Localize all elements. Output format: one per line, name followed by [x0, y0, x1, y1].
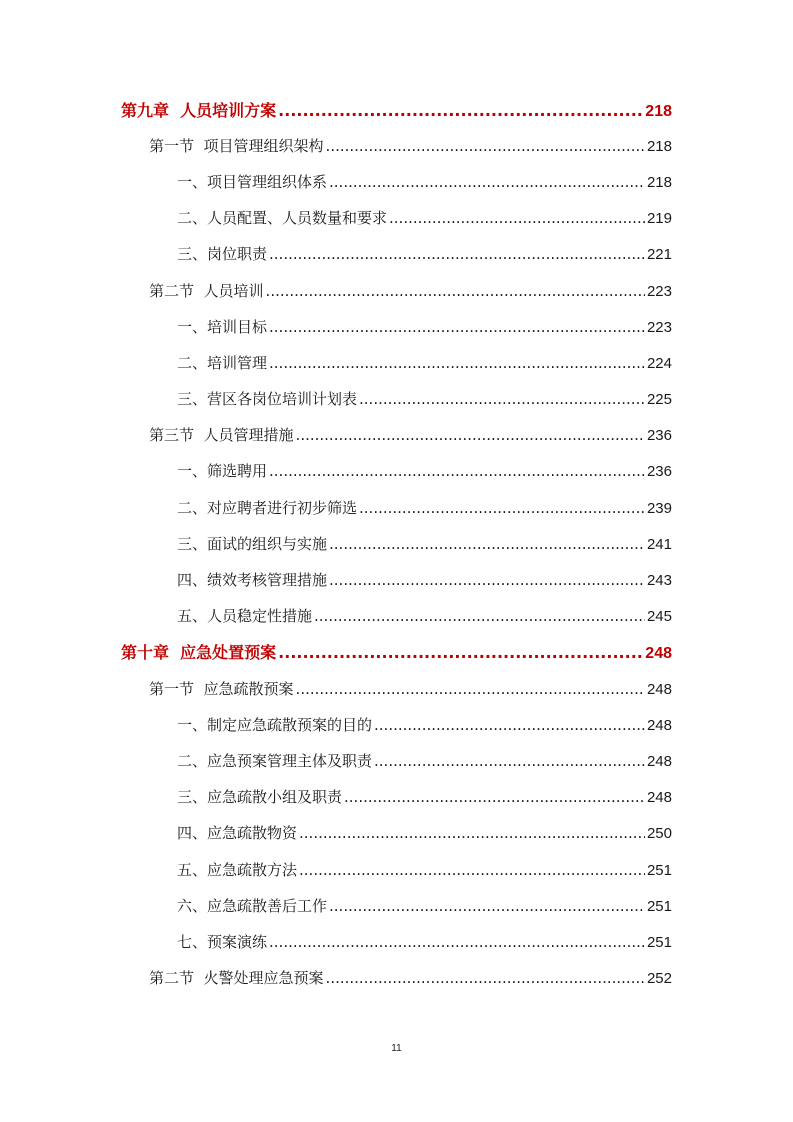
toc-entry-page: 221 — [646, 246, 672, 264]
toc-row — [0, 163, 793, 199]
toc-entry-page: 218 — [646, 173, 672, 191]
toc-subsection-entry[interactable] — [177, 316, 672, 337]
toc-row — [0, 923, 793, 959]
toc-entry-page: 248 — [646, 752, 672, 770]
toc-subsection-entry[interactable] — [177, 714, 672, 735]
toc-subsection-entry[interactable] — [177, 497, 672, 518]
toc-entry-label: 四、绩效考核管理措施 — [177, 571, 328, 590]
toc-leader-dots — [374, 716, 645, 734]
toc-row — [0, 742, 793, 778]
toc-entry-page: 245 — [646, 608, 672, 626]
toc-entry-page: 224 — [646, 354, 672, 372]
toc-entry-label: 第十章 应急处置预案 — [121, 643, 277, 663]
toc-entry-label: 五、应急疏散方法 — [177, 860, 298, 879]
toc-row — [0, 851, 793, 887]
toc-entry-page: 241 — [646, 535, 672, 553]
toc-leader-dots — [359, 499, 645, 517]
toc-entry-label: 二、培训管理 — [177, 353, 268, 372]
toc-entry-page: 243 — [646, 572, 672, 590]
toc-entry-label: 一、制定应急疏散预案的目的 — [177, 715, 373, 734]
toc-entry-page: 239 — [646, 499, 672, 517]
toc-leader-dots — [326, 969, 645, 987]
toc-row — [0, 417, 793, 453]
toc-leader-dots — [269, 318, 645, 336]
toc-row — [0, 634, 793, 670]
toc-chapter-entry[interactable] — [121, 98, 672, 121]
toc-section-entry[interactable] — [149, 280, 672, 301]
toc-leader-dots — [299, 861, 645, 879]
toc-entry-page: 218 — [645, 102, 672, 120]
toc-section-entry[interactable] — [149, 678, 672, 699]
toc-entry-label: 第二节 火警处理应急预案 — [149, 969, 324, 988]
toc-entry-label: 二、对应聘者进行初步筛选 — [177, 498, 358, 517]
toc-entry-label: 第九章 人员培训方案 — [121, 100, 277, 120]
toc-leader-dots — [278, 101, 643, 120]
toc-leader-dots — [299, 824, 645, 842]
toc-entry-label: 三、营区各岗位培训计划表 — [177, 390, 358, 409]
toc-entry-page: 219 — [646, 210, 672, 228]
toc-subsection-entry[interactable] — [177, 931, 672, 952]
toc-row — [0, 236, 793, 272]
toc-leader-dots — [269, 933, 645, 951]
toc-entry-page: 248 — [646, 789, 672, 807]
toc-entry-label: 三、应急疏散小组及职责 — [177, 788, 343, 807]
toc-subsection-entry[interactable] — [177, 859, 672, 880]
toc-entry-label: 四、应急疏散物资 — [177, 824, 298, 843]
toc-subsection-entry[interactable] — [177, 750, 672, 771]
toc-row — [0, 272, 793, 308]
toc-row — [0, 308, 793, 344]
toc-row — [0, 200, 793, 236]
toc-leader-dots — [374, 752, 645, 770]
toc-entry-label: 一、培训目标 — [177, 317, 268, 336]
toc-subsection-entry[interactable] — [177, 786, 672, 807]
toc-section-entry[interactable] — [149, 135, 672, 156]
toc-entry-label: 三、岗位职责 — [177, 245, 268, 264]
toc-row — [0, 779, 793, 815]
toc-entry-label: 第一节 项目管理组织架构 — [149, 136, 324, 155]
toc-row — [0, 91, 793, 127]
toc-leader-dots — [278, 643, 643, 662]
toc-entry-label: 一、筛选聘用 — [177, 462, 268, 481]
toc-subsection-entry[interactable] — [177, 207, 672, 228]
toc-leader-dots — [329, 535, 645, 553]
toc-row — [0, 887, 793, 923]
toc-entry-label: 五、人员稳定性措施 — [177, 607, 313, 626]
toc-row — [0, 598, 793, 634]
toc-leader-dots — [296, 426, 645, 444]
toc-leader-dots — [269, 354, 645, 372]
toc-entry-label: 第二节 人员培训 — [149, 281, 264, 300]
toc-leader-dots — [314, 607, 645, 625]
toc-leader-dots — [296, 680, 645, 698]
toc-section-entry[interactable] — [149, 967, 672, 988]
toc-row — [0, 815, 793, 851]
toc-leader-dots — [329, 571, 645, 589]
toc-leader-dots — [326, 137, 645, 155]
toc-entry-page: 218 — [646, 137, 672, 155]
toc-entry-page: 248 — [646, 716, 672, 734]
toc-leader-dots — [359, 390, 645, 408]
toc-entry-page: 248 — [645, 645, 672, 663]
toc-entry-page: 252 — [646, 970, 672, 988]
toc-subsection-entry[interactable] — [177, 243, 672, 264]
toc-row — [0, 561, 793, 597]
toc-subsection-entry[interactable] — [177, 533, 672, 554]
toc-entry-page: 236 — [646, 427, 672, 445]
toc-row — [0, 381, 793, 417]
toc-entry-page: 223 — [646, 318, 672, 336]
toc-subsection-entry[interactable] — [177, 460, 672, 481]
toc-row — [0, 344, 793, 380]
toc-row — [0, 127, 793, 163]
toc-leader-dots — [266, 282, 645, 300]
table-of-contents — [0, 91, 793, 996]
toc-leader-dots — [269, 245, 645, 263]
toc-entry-page: 248 — [646, 680, 672, 698]
toc-subsection-entry[interactable] — [177, 388, 672, 409]
toc-entry-page: 250 — [646, 825, 672, 843]
toc-leader-dots — [269, 462, 645, 480]
toc-subsection-entry[interactable] — [177, 171, 672, 192]
toc-subsection-entry[interactable] — [177, 822, 672, 843]
toc-entry-page: 236 — [646, 463, 672, 481]
toc-entry-page: 225 — [646, 391, 672, 409]
toc-chapter-entry[interactable] — [121, 640, 672, 663]
toc-subsection-entry[interactable] — [177, 895, 672, 916]
toc-subsection-entry[interactable] — [177, 352, 672, 373]
toc-row — [0, 960, 793, 996]
toc-entry-page: 251 — [646, 897, 672, 915]
toc-leader-dots — [344, 788, 645, 806]
toc-entry-label: 二、应急预案管理主体及职责 — [177, 751, 373, 770]
toc-entry-label: 六、应急疏散善后工作 — [177, 896, 328, 915]
toc-entry-page: 251 — [646, 861, 672, 879]
toc-entry-label: 二、人员配置、人员数量和要求 — [177, 209, 388, 228]
toc-subsection-entry[interactable] — [177, 569, 672, 590]
toc-entry-page: 223 — [646, 282, 672, 300]
toc-section-entry[interactable] — [149, 424, 672, 445]
toc-row — [0, 489, 793, 525]
toc-row — [0, 706, 793, 742]
page-number: 11 — [391, 1043, 402, 1054]
toc-row — [0, 525, 793, 561]
toc-leader-dots — [389, 209, 645, 227]
toc-leader-dots — [329, 897, 645, 915]
toc-entry-label: 七、预案演练 — [177, 932, 268, 951]
toc-entry-label: 一、项目管理组织体系 — [177, 172, 328, 191]
toc-leader-dots — [329, 173, 645, 191]
toc-row — [0, 670, 793, 706]
toc-row — [0, 453, 793, 489]
toc-entry-label: 第三节 人员管理措施 — [149, 426, 294, 445]
toc-subsection-entry[interactable] — [177, 605, 672, 626]
toc-entry-page: 251 — [646, 933, 672, 951]
toc-entry-label: 第一节 应急疏散预案 — [149, 679, 294, 698]
toc-entry-label: 三、面试的组织与实施 — [177, 534, 328, 553]
